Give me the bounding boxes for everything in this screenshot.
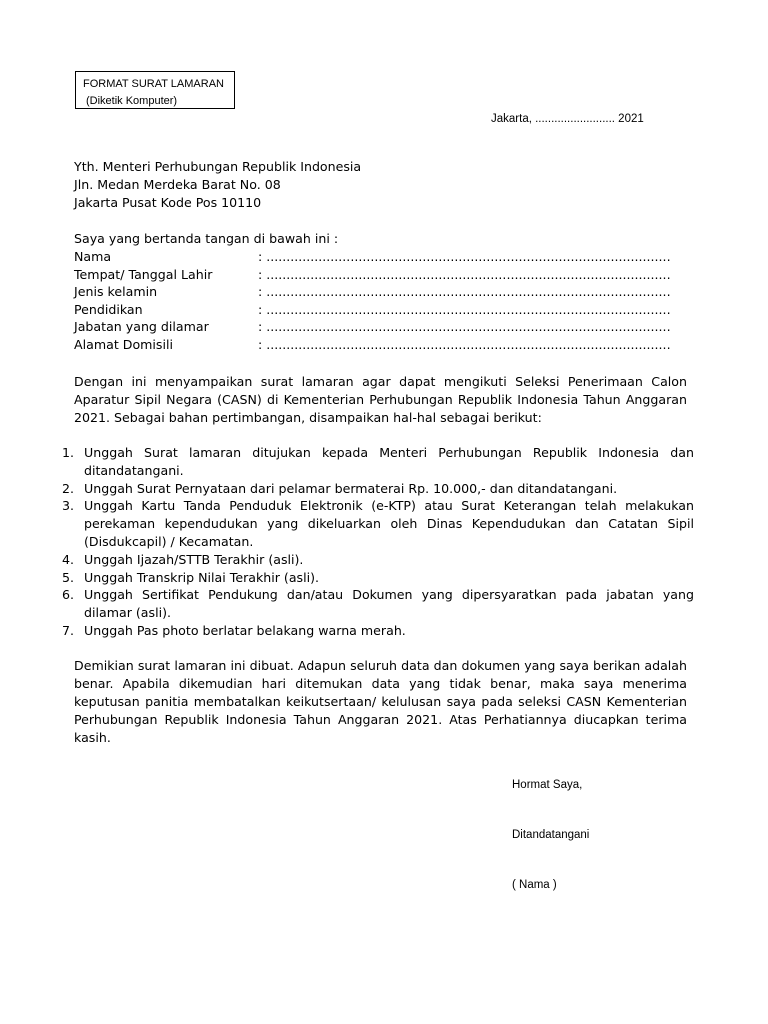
date-line: Jakarta, ......................... 2021	[491, 113, 644, 125]
list-text: Unggah Kartu Tanda Penduduk Elektronik (e-KTP) atau Surat Keterangan telah melakukan perekaman kependudukan yang dikeluarkan oleh Dinas Kependudukan dan Catatan Sipil (Disdukcapil) / Kecamatan.	[84, 498, 694, 549]
field-row	[74, 318, 671, 336]
recipient-address	[74, 158, 361, 212]
recipient-line: Jln. Medan Merdeka Barat No. 08	[74, 177, 281, 192]
body-paragraph-1: Dengan ini menyampaikan surat lamaran agar dapat mengikuti Seleksi Penerimaan Calon Aparatur Sipil Negara (CASN) di Kementerian Perhubungan Republik Indonesia Tahun Anggaran 2021. Sebagai bahan pertimbangan, disampaikan hal-hal sebagai berikut:	[74, 374, 687, 425]
field-label: Nama	[74, 249, 112, 264]
list-item	[62, 480, 694, 498]
body-paragraph-2: Demikian surat lamaran ini dibuat. Adapun seluruh data dan dokumen yang saya berikan adalah benar. Apabila dikemudian hari ditemukan data yang tidak benar, maka saya menerima keputusan panitia membatalkan keikutsertaan/ kelulusan saya pada seleksi CASN Kementerian Perhubungan Republik Indonesia Tahun Anggaran 2021. Atas Perhatiannya diucapkan terima kasih.	[74, 658, 687, 745]
list-item	[62, 551, 694, 569]
intro-text: Saya yang bertanda tangan di bawah ini :	[74, 231, 339, 246]
field-value: : .....................................................................................................	[258, 249, 671, 264]
list-item	[62, 444, 694, 480]
field-label: Jabatan yang dilamar	[74, 319, 209, 335]
list-text: Unggah Sertifikat Pendukung dan/atau Dokumen yang dipersyaratkan pada jabatan yang dilamar (asli).	[84, 587, 694, 621]
list-item	[62, 586, 694, 622]
applicant-fields	[74, 248, 671, 354]
field-label: Pendidikan	[74, 301, 143, 317]
field-value: : .....................................................................................................	[258, 266, 671, 282]
format-title: FORMAT SURAT LAMARAN	[83, 78, 224, 90]
list-item	[62, 622, 694, 640]
field-value: : .....................................................................................................	[258, 284, 671, 300]
list-number: 3.	[62, 498, 75, 514]
list-item	[62, 497, 694, 550]
list-number: 7.	[62, 622, 75, 638]
field-value: : .....................................................................................................	[258, 301, 671, 317]
field-row	[74, 336, 671, 354]
closing-name: ( Nama )	[512, 879, 557, 891]
list-number: 2.	[62, 480, 75, 496]
recipient-line: Yth. Menteri Perhubungan Republik Indonesia	[74, 159, 362, 174]
requirements-list	[62, 444, 694, 640]
format-subtitle: (Diketik Komputer)	[86, 95, 178, 107]
list-item	[62, 569, 694, 587]
field-value: : .....................................................................................................	[258, 319, 671, 335]
list-number: 6.	[62, 587, 75, 603]
list-text: Unggah Transkrip Nilai Terakhir (asli).	[84, 569, 320, 585]
field-row	[74, 266, 671, 284]
field-row	[74, 248, 671, 266]
field-row	[74, 301, 671, 319]
list-number: 5.	[62, 569, 75, 585]
format-header-box	[75, 71, 235, 109]
list-number: 4.	[62, 551, 75, 567]
field-value: : .....................................................................................................	[258, 336, 671, 352]
list-text: Unggah Ijazah/STTB Terakhir (asli).	[84, 551, 304, 567]
list-text: Unggah Surat Pernyataan dari pelamar bermaterai Rp. 10.000,- dan ditandatangani.	[84, 480, 618, 496]
field-label: Jenis kelamin	[74, 284, 158, 300]
field-row	[74, 283, 671, 301]
field-label: Tempat/ Tanggal Lahir	[74, 266, 213, 282]
list-text: Unggah Surat lamaran ditujukan kepada Menteri Perhubungan Republik Indonesia dan ditandatangani.	[84, 445, 694, 478]
recipient-line: Jakarta Pusat Kode Pos 10110	[74, 195, 262, 210]
closing-signature: Ditandatangani	[512, 829, 590, 841]
list-text: Unggah Pas photo berlatar belakang warna merah.	[84, 622, 406, 638]
list-number: 1.	[62, 445, 75, 460]
closing-greeting: Hormat Saya,	[512, 779, 583, 791]
field-label: Alamat Domisili	[74, 336, 173, 352]
